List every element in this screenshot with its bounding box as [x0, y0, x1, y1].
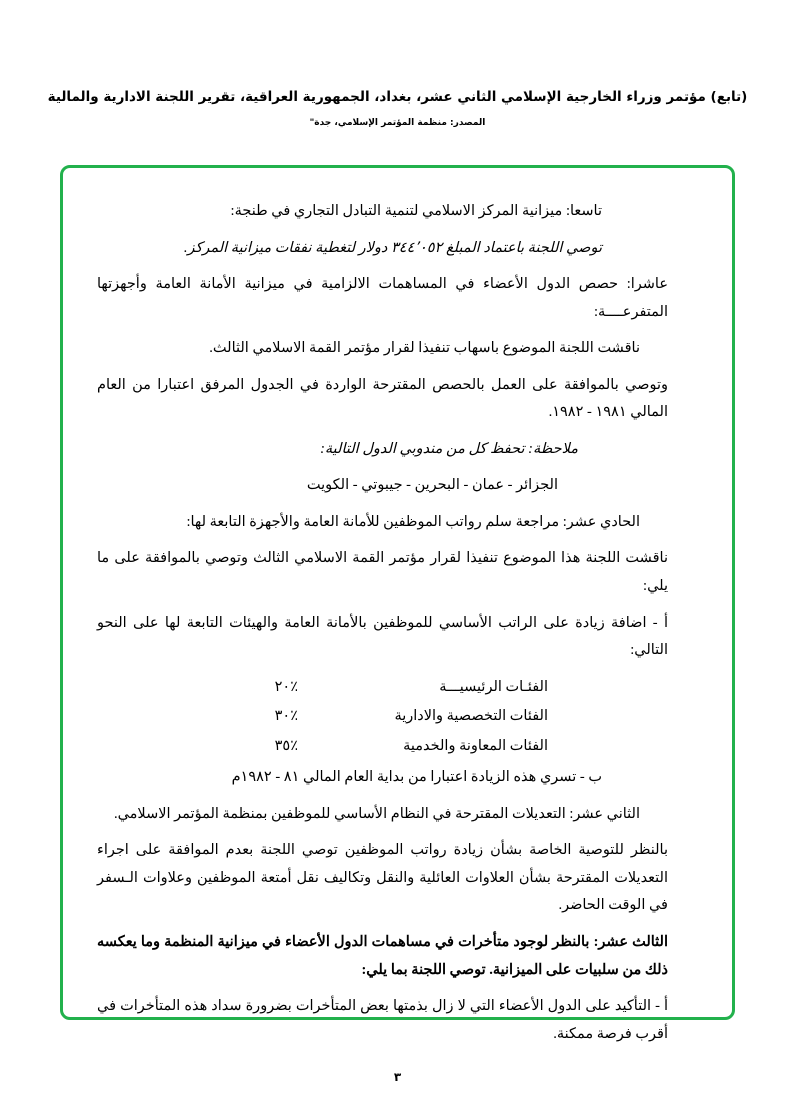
paragraph-11-discussion: ناقشت اللجنة هذا الموضوع تنفيذا لقرار مؤتمر القمة الاسلامي الثالث وتوصي بالموافقة على ما يلي:: [97, 550, 668, 595]
reserving-countries: الجزائر - عمان - البحرين - جيبوتي - الكويت: [306, 477, 558, 494]
page-number: ٣: [393, 1070, 402, 1084]
paragraph-9-recommendation: توصي اللجنة باعتماد المبلغ ٣٤٤٬٠٥٢ دولار لتغطية نفقات ميزانية المركز.: [183, 239, 602, 256]
table-row: [97, 674, 548, 702]
content-frame: [60, 165, 735, 1042]
paragraph-13-item-a: أ - التأكيد على الدول الأعضاء التي لا زال بذمتها بعض المتأخرات بضرورة سداد هذه المتأخرات في أقرب فرصة ممكنة.: [97, 998, 668, 1042]
rate-label: الفئـات الرئيسيـــة: [439, 678, 548, 695]
document-body: [63, 168, 732, 1067]
paragraph-11-item-a: أ - اضافة زيادة على الراتب الأساسي للموظفين بالأمانة العامة والهيئات التابعة لها على النحو التالي:: [97, 614, 668, 659]
paragraph-13: الثالث عشر: بالنظر لوجود متأخرات في مساهمات الدول الأعضاء في ميزانية المنظمة وما يعكسه ذلك من سلبيات على الميزانية. توصي اللجنة بما يلي:: [97, 934, 668, 978]
paragraph-11: الحادي عشر: مراجعة سلم رواتب الموظفين للأمانة العامة والأجهزة التابعة لها:: [186, 513, 640, 530]
paragraph-9: تاسعا: ميزانية المركز الاسلامي لتنمية التبادل التجاري في طنجة:: [230, 203, 602, 219]
table-row: [97, 703, 548, 731]
table-row: [97, 733, 548, 761]
paragraph-11-item-b: ب - تسري هذه الزيادة اعتبارا من بداية العام المالي ٨١ - ١٩٨٢م: [231, 769, 602, 786]
rate-value: ٣٥٪: [274, 737, 298, 754]
document-header: [0, 88, 795, 128]
page-title: (تابع) مؤتمر وزراء الخارجية الإسلامي الثاني عشر، بغداد، الجمهورية العراقية، تقرير اللجنة الادارية والمالية: [47, 89, 748, 105]
paragraph-12-detail: بالنظر للتوصية الخاصة بشأن زيادة رواتب الموظفين توصي اللجنة بعدم الموافقة على اجراء التعديلات المقترحة بشأن العلاوات العائلية والنقل وتكاليف نقل أمتعة الموظفين وعلاوات الـسفر في الوقت الحاضر.: [97, 842, 668, 914]
paragraph-10-recommendation: وتوصي بالموافقة على العمل بالحصص المقترحة الواردة في الجدول المرفق اعتبارا من العام المالي ١٩٨١ - ١٩٨٢.: [97, 376, 668, 421]
rate-label: الفئات التخصصية والادارية: [394, 708, 548, 725]
rate-value: ٢٠٪: [274, 678, 298, 695]
rate-value: ٣٠٪: [274, 708, 298, 725]
note-reservations: ملاحظة: تحفظ كل من مندوبي الدول التالية:: [320, 440, 578, 457]
rate-label: الفئات المعاونة والخدمية: [403, 737, 548, 754]
paragraph-12: الثاني عشر: التعديلات المقترحة في النظام الأساسي للموظفين بمنظمة المؤتمر الاسلامي.: [113, 805, 640, 822]
paragraph-10-discussion: ناقشت اللجنة الموضوع باسهاب تنفيذا لقرار مؤتمر القمة الاسلامي الثالث.: [209, 340, 640, 357]
paragraph-10: عاشرا: حصص الدول الأعضاء في المساهمات الالزامية في ميزانية الأمانة العامة وأجهزتها المتفرعــــة:: [97, 276, 668, 320]
source-line: المصدر: منظمة المؤتمر الإسلامي، جدة": [309, 117, 486, 128]
salary-increase-table: [97, 674, 698, 761]
